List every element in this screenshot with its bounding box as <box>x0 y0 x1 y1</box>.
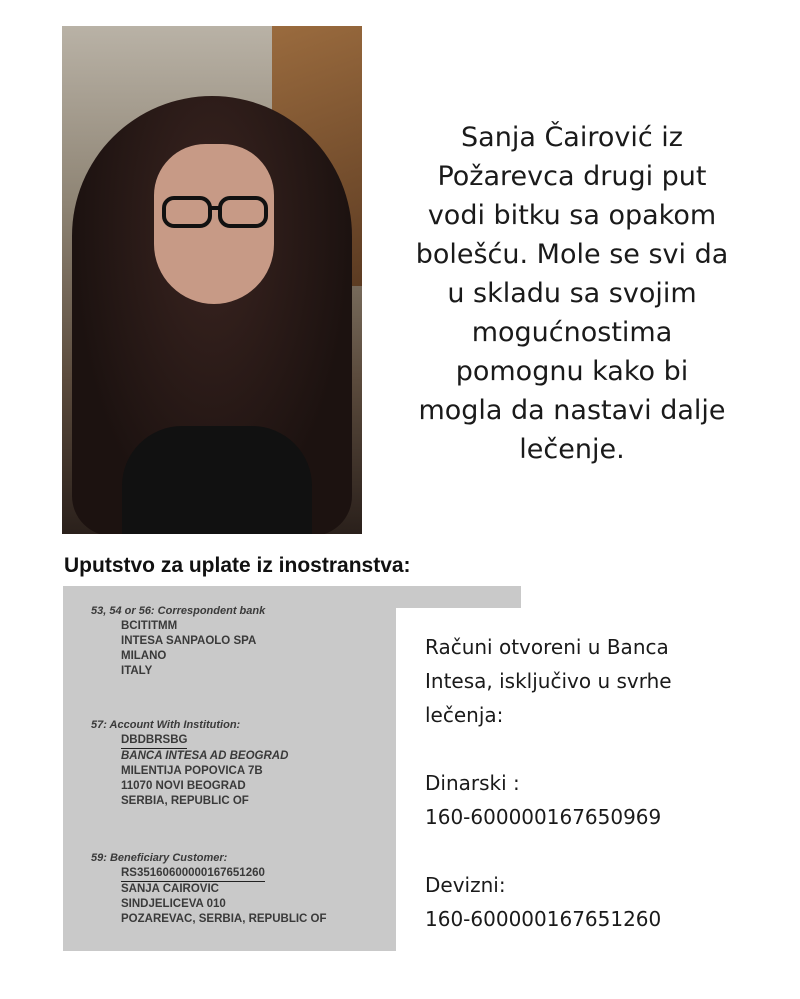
slip-line: INTESA SANPAOLO SPA <box>121 635 257 647</box>
intro-line: lečenja: <box>425 703 504 727</box>
slip-line: POZAREVAC, SERBIA, REPUBLIC OF <box>121 913 327 925</box>
story-line: mogla da nastavi dalje <box>418 395 726 426</box>
story-line: lečenje. <box>519 434 625 465</box>
slip-line <box>91 866 327 882</box>
account-institution-label: 57: Account With Institution: <box>91 719 241 731</box>
portrait-photo <box>62 26 362 534</box>
story-line: Sanja Čairović iz <box>461 122 683 153</box>
slip-line: SINDJELICEVA 010 <box>121 898 226 910</box>
dinar-label: Dinarski : <box>425 771 520 795</box>
slip-line: ITALY <box>121 665 153 677</box>
slip-line: BANCA INTESA AD BEOGRAD <box>121 750 289 762</box>
correspondent-label: 53, 54 or 56: Correspondent bank <box>91 605 266 617</box>
payment-instructions-heading: Uputstvo za uplate iz inostranstva: <box>64 554 411 577</box>
beneficiary-block <box>91 851 327 927</box>
iban: RS35160600000167651260 <box>121 866 265 882</box>
slip-line: SERBIA, REPUBLIC OF <box>121 795 249 807</box>
intro-line: Računi otvoreni u Banca <box>425 635 669 659</box>
swift-code: DBDBRSBG <box>121 733 187 749</box>
story-line: u skladu sa svojim <box>447 278 697 309</box>
account-info <box>425 630 785 936</box>
slip-line: SANJA CAIROVIC <box>121 883 219 895</box>
story-line: Požarevca drugi put <box>437 161 707 192</box>
story-line: bolešću. Mole se svi da <box>415 239 729 270</box>
story-line: pomognu kako bi <box>455 356 689 387</box>
story-line: mogućnostima <box>471 317 673 348</box>
slip-line: 11070 NOVI BEOGRAD <box>121 780 246 792</box>
beneficiary-label: 59: Beneficiary Customer: <box>91 852 228 864</box>
slip-line: BCITITMM <box>121 620 178 632</box>
shirt-shape <box>122 426 312 534</box>
slip-line <box>91 733 288 749</box>
story-text <box>372 118 772 469</box>
story-line: vodi bitku sa opakom <box>427 200 717 231</box>
foreign-account-number: 160-600000167651260 <box>425 907 662 931</box>
slip-line: MILANO <box>121 650 167 662</box>
account-institution-block <box>91 718 288 809</box>
spacer <box>425 834 785 868</box>
spacer <box>425 732 785 766</box>
slip-line: MILENTIJA POPOVICA 7B <box>121 765 263 777</box>
foreign-label: Devizni: <box>425 873 506 897</box>
dinar-account-number: 160-600000167650969 <box>425 805 662 829</box>
glasses-icon <box>162 194 268 230</box>
correspondent-block <box>91 604 265 679</box>
intro-line: Intesa, isključivo u svrhe <box>425 669 672 693</box>
